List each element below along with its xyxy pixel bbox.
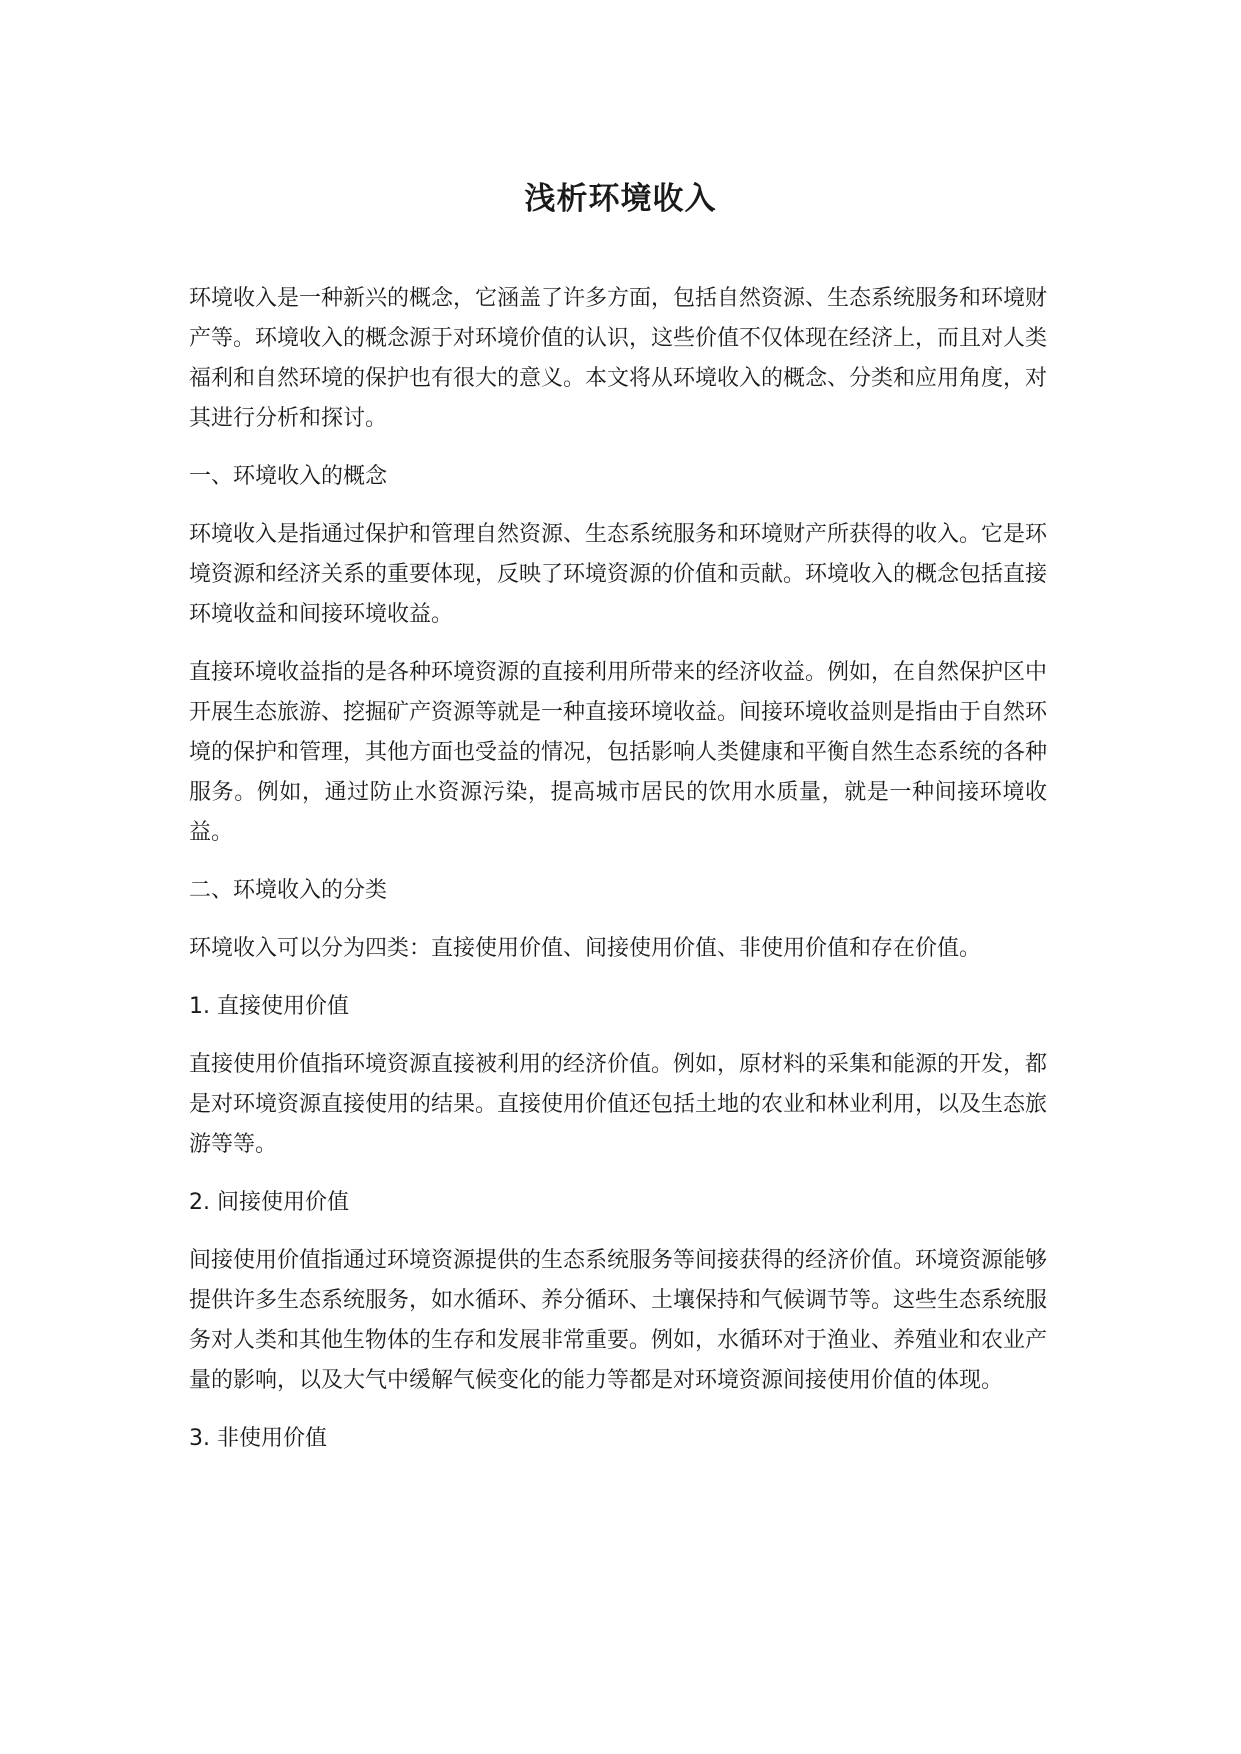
section-heading-classification: 二、环境收入的分类 bbox=[189, 878, 388, 903]
intro-paragraph: 环境收入是一种新兴的概念，它涵盖了许多方面，包括自然资源、生态系统服务和环境财产等。环境收入的概念源于对环境价值的认识，这些价值不仅体现在经济上，而且对人类福利和自然环境的保护也有很大的意义。本文将从环境收入的概念、分类和应用角度，对其进行分析和探讨。 bbox=[189, 286, 1048, 431]
section-heading-concept: 一、环境收入的概念 bbox=[189, 464, 388, 489]
concept-paragraph: 环境收入是指通过保护和管理自然资源、生态系统服务和环境财产所获得的收入。它是环境资源和经济关系的重要体现，反映了环境资源的价值和贡献。环境收入的概念包括直接环境收益和间接环境收益。 bbox=[189, 522, 1048, 627]
document-title: 浅析环境收入 bbox=[524, 181, 717, 217]
subheading-direct-use: 1. 直接使用价值 bbox=[189, 994, 349, 1019]
indirect-use-paragraph: 间接使用价值指通过环境资源提供的生态系统服务等间接获得的经济价值。环境资源能够提供许多生态系统服务，如水循环、养分循环、土壤保持和气候调节等。这些生态系统服务对人类和其他生物体的生存和发展非常重要。例如，水循环对于渔业、养殖业和农业产量的影响，以及大气中缓解气候变化的能力等都是对环境资源间接使用价值的体现。 bbox=[189, 1248, 1048, 1393]
direct-indirect-paragraph: 直接环境收益指的是各种环境资源的直接利用所带来的经济收益。例如，在自然保护区中开展生态旅游、挖掘矿产资源等就是一种直接环境收益。间接环境收益则是指由于自然环境的保护和管理，其他方面也受益的情况，包括影响人类健康和平衡自然生态系统的各种服务。例如，通过防止水资源污染，提高城市居民的饮用水质量，就是一种间接环境收益。 bbox=[189, 660, 1048, 845]
subheading-non-use: 3. 非使用价值 bbox=[189, 1426, 327, 1451]
classification-paragraph: 环境收入可以分为四类：直接使用价值、间接使用价值、非使用价值和存在价值。 bbox=[189, 936, 982, 961]
direct-use-paragraph: 直接使用价值指环境资源直接被利用的经济价值。例如，原材料的采集和能源的开发，都是对环境资源直接使用的结果。直接使用价值还包括土地的农业和林业利用，以及生态旅游等等。 bbox=[189, 1052, 1048, 1157]
subheading-indirect-use: 2. 间接使用价值 bbox=[189, 1190, 349, 1215]
document-body bbox=[189, 279, 1047, 1477]
